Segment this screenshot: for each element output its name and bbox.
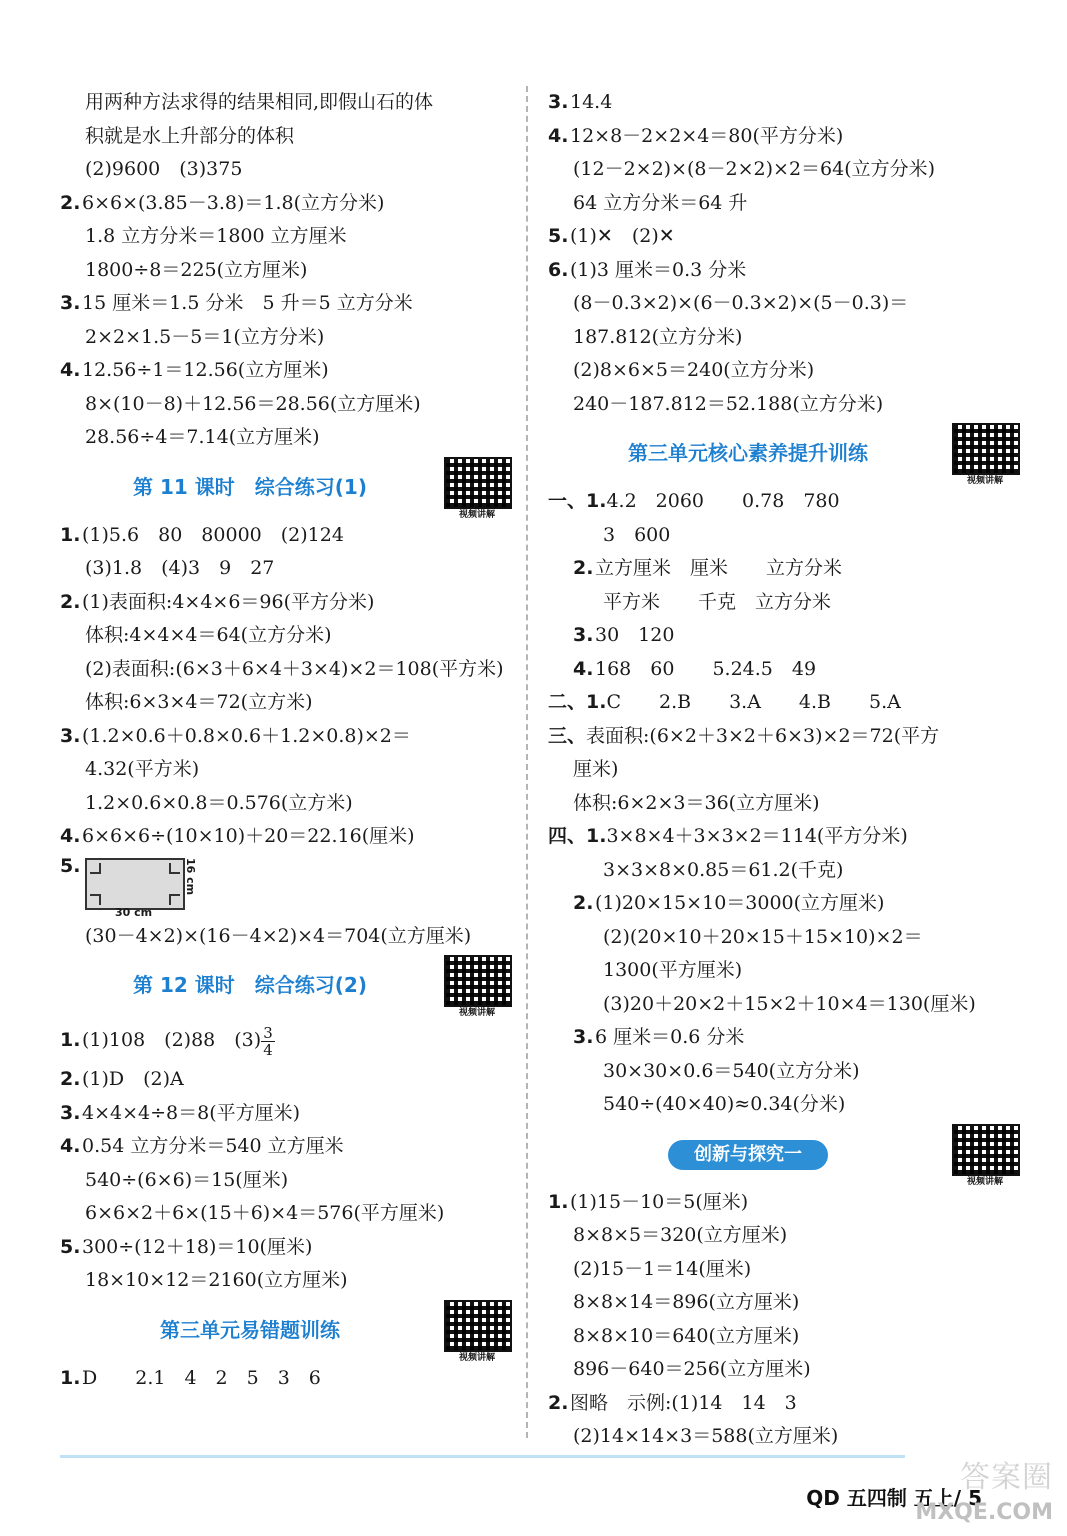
answer-line xyxy=(60,686,510,720)
answer-text: 64 立方分米＝64 升 xyxy=(573,191,748,214)
answer-text: 240－187.812＝52.188(立方分米) xyxy=(573,392,884,415)
answer-line xyxy=(60,1164,510,1198)
answer-line xyxy=(548,1253,1018,1287)
answer-text: (1)5.6 80 80000 (2)124 xyxy=(82,523,344,546)
item-number: 2. xyxy=(60,191,81,214)
item-number: 4. xyxy=(60,1135,81,1157)
answer-line xyxy=(60,1231,510,1265)
item-number: 四、1. xyxy=(548,825,607,847)
answer-text: 12.56÷1＝12.56(立方厘米) xyxy=(82,359,329,381)
cut-corner xyxy=(169,894,180,905)
answer-text: 立方厘米 厘米 立方分米 xyxy=(595,557,843,579)
answer-text: 540÷(40×40)≈0.34(分米) xyxy=(603,1093,846,1115)
answer-text: 15 厘米＝1.5 分米 5 升＝5 立方分米 xyxy=(82,292,413,314)
qr-code-icon xyxy=(444,955,512,1007)
item-number: 5. xyxy=(60,854,81,877)
answer-text: 4.2 2060 0.78 780 xyxy=(606,490,840,512)
answer-line xyxy=(60,820,510,854)
answer-text: 540÷(6×6)＝15(厘米) xyxy=(85,1168,289,1191)
answer-line xyxy=(60,787,510,821)
answer-text: 6×6×2＋6×(15＋6)×4＝576(平方厘米) xyxy=(85,1202,445,1224)
answer-line xyxy=(60,519,510,553)
answer-text: 300÷(12＋18)＝10(厘米) xyxy=(82,1235,313,1258)
answer-line xyxy=(60,1264,510,1298)
answer-line xyxy=(60,552,510,586)
item5-diagram xyxy=(60,854,510,920)
answer-text: (30－4×2)×(16－4×2)×4＝704(立方厘米) xyxy=(85,924,472,947)
answer-text: 28.56÷4＝7.14(立方厘米) xyxy=(85,426,320,448)
item-number: 4. xyxy=(60,825,81,847)
answer-line xyxy=(548,388,1018,422)
footer-rule xyxy=(60,1455,905,1458)
item-number: 3. xyxy=(60,724,81,747)
qr-caption: 视频讲解 xyxy=(966,476,1003,486)
item-number: 3. xyxy=(60,292,81,314)
answer-text: 8×(10－8)＋12.56＝28.56(立方厘米) xyxy=(85,392,421,415)
answer-line xyxy=(60,1130,510,1164)
answer-text: 6×6×(3.85－3.8)＝1.8(立方分米) xyxy=(82,191,385,214)
qr-caption: 视频讲解 xyxy=(458,509,495,520)
section-title: 第三单元核心素养提升训练 xyxy=(628,441,868,465)
answer-text: (1)3 厘米＝0.3 分米 xyxy=(570,258,747,281)
answer-text: 6×6×6÷(10×10)＋20＝22.16(厘米) xyxy=(82,825,415,847)
answer-text: 3 600 xyxy=(603,523,671,546)
item-number: 4. xyxy=(60,359,81,381)
item-number: 5. xyxy=(60,1235,81,1258)
answer-text: 3×3×8×0.85＝61.2(千克) xyxy=(603,858,844,881)
answer-text: 1800÷8＝225(立方厘米) xyxy=(85,258,308,281)
answer-line xyxy=(60,120,510,154)
answer-line xyxy=(60,187,510,221)
answer-line xyxy=(548,220,1018,254)
qr-code-icon xyxy=(952,1124,1020,1176)
right-column xyxy=(548,86,1018,1454)
answer-text: 体积:4×4×4＝64(立方分米) xyxy=(85,624,332,646)
answer-text: (3)20＋20×2＋15×2＋10×4＝130(厘米) xyxy=(603,992,976,1015)
cardboard-rectangle xyxy=(85,858,185,910)
item-number: 二、1. xyxy=(548,691,607,713)
answer-text: (2)9600 (3)375 xyxy=(85,158,243,180)
answer-line xyxy=(60,254,510,288)
answer-text: 8×8×5＝320(立方厘米) xyxy=(573,1224,788,1246)
answer-line xyxy=(548,753,1018,787)
answer-line xyxy=(548,921,1018,955)
answer-line xyxy=(548,287,1018,321)
answer-line xyxy=(548,720,1018,754)
video-qr-code[interactable] xyxy=(444,457,510,522)
answer-line xyxy=(60,421,510,455)
answer-line xyxy=(548,552,1018,586)
answer-text: (2)8×6×5＝240(立方分米) xyxy=(573,359,815,381)
answer-text: (1)D (2)A xyxy=(82,1068,184,1090)
cut-corner xyxy=(169,863,180,874)
answer-text: 3×8×4＋3×3×2＝114(平方分米) xyxy=(606,825,908,847)
innovation-header xyxy=(548,1122,1018,1186)
qr-caption: 视频讲解 xyxy=(458,1352,495,1363)
fraction xyxy=(261,1025,275,1058)
height-label: 16 cm xyxy=(184,857,197,895)
answer-text: 1.8 立方分米＝1800 立方厘米 xyxy=(85,225,347,247)
video-qr-code[interactable] xyxy=(952,1124,1018,1189)
answer-line xyxy=(548,820,1018,854)
answer-text: 积就是水上升部分的体积 xyxy=(85,124,295,147)
video-qr-code[interactable] xyxy=(444,1300,510,1365)
answer-line xyxy=(548,1088,1018,1122)
answer-text: (12－2×2)×(8－2×2)×2＝64(立方分米) xyxy=(573,158,936,180)
item-number: 一、1. xyxy=(548,490,607,512)
answer-line xyxy=(60,1197,510,1231)
answer-line xyxy=(60,920,510,954)
answer-text: (3)1.8 (4)3 9 27 xyxy=(85,557,275,579)
answer-text: 1.2×0.6×0.8＝0.576(立方米) xyxy=(85,791,353,814)
answer-text: 1300(平方厘米) xyxy=(603,959,743,981)
answer-text: 平方米 千克 立方分米 xyxy=(603,590,832,613)
answer-text: (1)108 (2)88 (3) xyxy=(82,1029,262,1051)
answer-line xyxy=(548,120,1018,154)
answer-line xyxy=(548,653,1018,687)
item-number: 3. xyxy=(548,91,569,113)
answer-text: (1)表面积:4×4×6＝96(平方分米) xyxy=(82,590,375,613)
answer-line xyxy=(548,988,1018,1022)
answer-text: 图略 示例:(1)14 14 3 xyxy=(570,1391,797,1414)
answer-line xyxy=(60,586,510,620)
answer-text: 896－640＝256(立方厘米) xyxy=(573,1358,811,1380)
answer-line xyxy=(548,1286,1018,1320)
answer-line xyxy=(548,787,1018,821)
answer-text: 2×2×1.5－5＝1(立方分米) xyxy=(85,325,325,348)
qr-caption: 视频讲解 xyxy=(966,1176,1003,1187)
answer-text: (1)✕ (2)✕ xyxy=(570,225,675,247)
item-number: 4. xyxy=(573,657,594,680)
left-column xyxy=(60,86,510,1395)
item-number: 3. xyxy=(573,1026,594,1048)
item-number: 2. xyxy=(60,1068,81,1090)
answer-text: D 2.1 4 2 5 3 6 xyxy=(82,1366,321,1389)
item-number: 6. xyxy=(548,258,569,281)
column-divider xyxy=(526,86,528,1438)
answer-text: 8×8×10＝640(立方厘米) xyxy=(573,1324,800,1347)
answer-text: 12×8－2×2×4＝80(平方分米) xyxy=(570,124,844,147)
item-number: 1. xyxy=(60,523,81,546)
answer-line xyxy=(60,388,510,422)
item-number: 5. xyxy=(548,225,569,247)
answer-text: 30×30×0.6＝540(立方分米) xyxy=(603,1059,860,1082)
answer-line xyxy=(548,86,1018,120)
answer-line xyxy=(60,1063,510,1097)
answer-line xyxy=(548,254,1018,288)
cut-corner xyxy=(90,863,101,874)
item-number: 1. xyxy=(548,1190,569,1213)
answer-line xyxy=(548,321,1018,355)
section-title: 第三单元易错题训练 xyxy=(160,1317,340,1342)
answer-text: 30 120 xyxy=(595,624,675,646)
answer-text: 14.4 xyxy=(570,91,613,113)
answer-text: 168 60 5.24.5 49 xyxy=(595,657,817,680)
answer-text: (1)20×15×10＝3000(立方厘米) xyxy=(595,892,885,914)
answer-text: 0.54 立方分米＝540 立方厘米 xyxy=(82,1135,344,1157)
answer-text: (2)(20×10＋20×15＋15×10)×2＝ xyxy=(603,925,923,948)
answer-text: 8×8×14＝896(立方厘米) xyxy=(573,1291,800,1313)
lesson-11-header xyxy=(60,455,510,519)
answer-line xyxy=(548,1420,1018,1454)
item-number: 2. xyxy=(573,557,594,579)
answer-line xyxy=(60,619,510,653)
answer-line xyxy=(60,153,510,187)
answer-line xyxy=(60,321,510,355)
answer-text: 18×10×12＝2160(立方厘米) xyxy=(85,1269,348,1291)
answer-text: 6 厘米＝0.6 分米 xyxy=(595,1026,745,1048)
section-title: 第 12 课时 综合练习(2) xyxy=(133,973,367,997)
answer-text: 4×4×4÷8＝8(平方厘米) xyxy=(82,1101,301,1124)
answer-line xyxy=(548,1021,1018,1055)
answer-line xyxy=(548,485,1018,519)
answer-line xyxy=(548,887,1018,921)
answer-line xyxy=(548,1219,1018,1253)
answer-line xyxy=(60,354,510,388)
fraction-numerator: 3 xyxy=(263,1023,273,1042)
answer-line xyxy=(548,1387,1018,1421)
answer-line xyxy=(548,854,1018,888)
answer-line xyxy=(60,720,510,754)
answer-text: 187.812(立方分米) xyxy=(573,325,743,348)
answer-line xyxy=(548,1320,1018,1354)
item-number: 三、 xyxy=(548,724,587,747)
answer-text: 厘米) xyxy=(573,758,619,780)
answer-line xyxy=(548,354,1018,388)
answer-line xyxy=(548,619,1018,653)
answer-line xyxy=(60,220,510,254)
qr-caption: 视频讲解 xyxy=(458,1008,495,1018)
answer-line xyxy=(60,753,510,787)
answer-text: (8－0.3×2)×(6－0.3×2)×(5－0.3)＝ xyxy=(573,292,909,314)
answer-line xyxy=(548,1055,1018,1089)
item-number: 2. xyxy=(548,1391,569,1414)
video-qr-code[interactable] xyxy=(444,955,510,1020)
answer-text: 体积:6×2×3＝36(立方厘米) xyxy=(573,791,820,814)
watermark-url: MXQE.COM xyxy=(915,1500,1053,1525)
qr-code-icon xyxy=(952,423,1020,475)
answer-text: (2)15－1＝14(厘米) xyxy=(573,1257,752,1280)
watermark-logo: 答案圈 xyxy=(960,1460,1053,1495)
answer-line xyxy=(548,1186,1018,1220)
answer-line xyxy=(548,187,1018,221)
answer-line xyxy=(60,287,510,321)
answer-line xyxy=(60,1097,510,1131)
section-title: 第 11 课时 综合练习(1) xyxy=(133,474,367,499)
item-number: 4. xyxy=(548,124,569,147)
fraction-denominator: 4 xyxy=(263,1040,273,1059)
item-number: 1. xyxy=(60,1366,81,1389)
answer-text: 体积:6×3×4＝72(立方米) xyxy=(85,691,313,713)
answer-line xyxy=(60,653,510,687)
answer-text: (2)表面积:(6×3＋6×4＋3×4)×2＝108(平方米) xyxy=(85,657,504,680)
answer-line xyxy=(548,686,1018,720)
page-footer: QD 五四制 五上/ 5 xyxy=(806,1486,982,1510)
answer-text: 用两种方法求得的结果相同,即假山石的体 xyxy=(85,91,434,113)
item-number: 2. xyxy=(60,590,81,613)
answer-line xyxy=(60,1362,510,1396)
cut-corner xyxy=(90,894,101,905)
answer-line xyxy=(548,954,1018,988)
answer-text: C 2.B 3.A 4.B 5.A xyxy=(606,691,901,713)
width-label: 30 cm xyxy=(115,905,153,919)
answer-text: (1)15－10＝5(厘米) xyxy=(570,1190,749,1213)
video-qr-code[interactable] xyxy=(952,423,1018,488)
answer-line xyxy=(548,153,1018,187)
qr-code-icon xyxy=(444,1300,512,1352)
answer-text: (2)14×14×3＝588(立方厘米) xyxy=(573,1425,839,1447)
item-number: 3. xyxy=(573,624,594,646)
answer-text: 4.32(平方米) xyxy=(85,758,200,780)
answer-line xyxy=(548,1353,1018,1387)
answer-line xyxy=(548,519,1018,553)
item-number: 2. xyxy=(573,892,594,914)
answer-line xyxy=(548,586,1018,620)
answer-line xyxy=(60,1017,510,1063)
lesson-12-header xyxy=(60,953,510,1017)
core-training-header xyxy=(548,421,1018,485)
item-number: 1. xyxy=(60,1029,81,1051)
error-training-header xyxy=(60,1298,510,1362)
item-number: 3. xyxy=(60,1101,81,1124)
qr-code-icon xyxy=(444,457,512,509)
answer-text: (1.2×0.6＋0.8×0.6＋1.2×0.8)×2＝ xyxy=(82,724,411,747)
answer-line xyxy=(60,86,510,120)
section-title: 创新与探究一 xyxy=(668,1140,828,1170)
answer-text: 表面积:(6×2＋3×2＋6×3)×2＝72(平方 xyxy=(586,724,940,747)
